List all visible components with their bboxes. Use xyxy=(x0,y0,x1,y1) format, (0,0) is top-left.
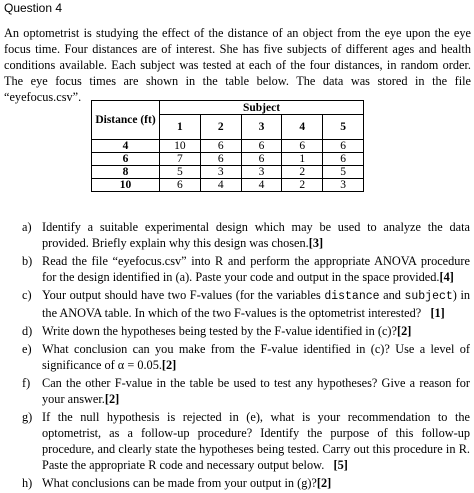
marks: [2] xyxy=(161,358,177,372)
question-text: Identify a suitable experimental design which may be used to analyze the data provided. Briefly explain why this design was chosen.[3] xyxy=(42,220,470,250)
marks: [2] xyxy=(104,392,120,406)
question-b xyxy=(22,253,470,285)
table-cell: 2 xyxy=(282,179,323,192)
question-a xyxy=(22,219,470,251)
question-list xyxy=(22,219,470,493)
marks: [4] xyxy=(439,270,454,284)
table-cell: 4 xyxy=(241,179,282,192)
question-h xyxy=(22,475,470,491)
table-cell: 1 xyxy=(282,153,323,166)
eye-focus-table xyxy=(91,100,364,192)
question-text: Read the file “eyefocus.csv” into R and perform the appropriate ANOVA procedure for the design identified in (a). Paste your code and output in the space provided.[4] xyxy=(42,254,470,284)
variable-subject: subject xyxy=(404,290,453,303)
table-cell: 3 xyxy=(200,166,241,179)
marks: [2] xyxy=(316,476,332,490)
question-d xyxy=(22,323,470,339)
table-cell: 6 xyxy=(241,153,282,166)
subject-col-1: 1 xyxy=(160,115,201,140)
subject-col-3: 3 xyxy=(241,115,282,140)
table-cell: 7 xyxy=(160,153,201,166)
question-text: Your output should have two F-values (for the variables distance and subject) in the ANOVA table. In which of the two F-values is the optometrist interested? [1] xyxy=(42,288,471,320)
question-text: Write down the hypotheses being tested by the F-value identified in (c)?[2] xyxy=(42,324,412,338)
question-text: What conclusions can be made from your output in (g)?[2] xyxy=(42,476,332,490)
table-cell: 6 xyxy=(241,140,282,153)
table-cell: 3 xyxy=(323,179,364,192)
question-e xyxy=(22,341,470,373)
distance-cell: 4 xyxy=(92,140,160,153)
subject-header: Subject xyxy=(160,101,364,115)
table-cell: 6 xyxy=(200,153,241,166)
table-cell: 6 xyxy=(200,140,241,153)
marks: [3] xyxy=(308,236,324,250)
table-cell: 6 xyxy=(282,140,323,153)
table-row xyxy=(92,140,364,153)
question-label: h) xyxy=(22,476,33,490)
table-cell: 6 xyxy=(160,179,201,192)
intro-paragraph: An optometrist is studying the effect of the distance of an object from the eye upon the eye focus time. Four distances are of interest. She has five subjects of different ages and health conditions available. Each subject was tested at each of the four distances, in random order. The eye focus times are shown in the table below. The data was stored in the file “eyefocus.csv”. xyxy=(4,26,471,104)
table-cell: 5 xyxy=(160,166,201,179)
question-text: Can the other F-value in the table be used to test any hypotheses? Give a reason for your answer.[2] xyxy=(42,376,470,406)
table-row xyxy=(92,153,364,166)
table-cell: 4 xyxy=(200,179,241,192)
question-label: b) xyxy=(22,254,33,268)
subject-col-5: 5 xyxy=(323,115,364,140)
question-g xyxy=(22,409,470,473)
question-label: f) xyxy=(22,376,31,390)
question-label: a) xyxy=(22,220,32,234)
question-heading: Question 4 xyxy=(4,1,63,15)
table-cell: 5 xyxy=(323,166,364,179)
table-row xyxy=(92,166,364,179)
question-text: If the null hypothesis is rejected in (e), what is your recommendation to the optometrist, as a follow-up procedure? Identify the purpose of this follow-up procedure, and clearly state the hypotheses being tested. Carry out this procedure in R. Paste the appropriate R code and necessary output below. [5] xyxy=(42,410,470,472)
question-label: c) xyxy=(22,288,32,302)
question-label: d) xyxy=(22,324,33,338)
table-row xyxy=(92,179,364,192)
question-label: e) xyxy=(22,342,32,356)
table-cell: 6 xyxy=(323,140,364,153)
table-cell: 10 xyxy=(160,140,201,153)
distance-cell: 10 xyxy=(92,179,160,192)
question-label: g) xyxy=(22,410,33,424)
marks: [5] xyxy=(333,458,348,472)
question-text: What conclusion can you make from the F-value identified in (c)? Use a level of significance of α = 0.05.[2] xyxy=(42,342,470,372)
table-cell: 3 xyxy=(241,166,282,179)
distance-header: Distance (ft) xyxy=(92,101,160,140)
marks: [1] xyxy=(430,306,445,320)
distance-cell: 8 xyxy=(92,166,160,179)
data-table-container xyxy=(91,100,364,192)
distance-cell: 6 xyxy=(92,153,160,166)
variable-distance: distance xyxy=(324,290,380,303)
marks: [2] xyxy=(397,324,412,338)
table-cell: 6 xyxy=(323,153,364,166)
subject-col-4: 4 xyxy=(282,115,323,140)
subject-col-2: 2 xyxy=(200,115,241,140)
question-f xyxy=(22,375,470,407)
question-c xyxy=(22,287,470,321)
table-cell: 2 xyxy=(282,166,323,179)
